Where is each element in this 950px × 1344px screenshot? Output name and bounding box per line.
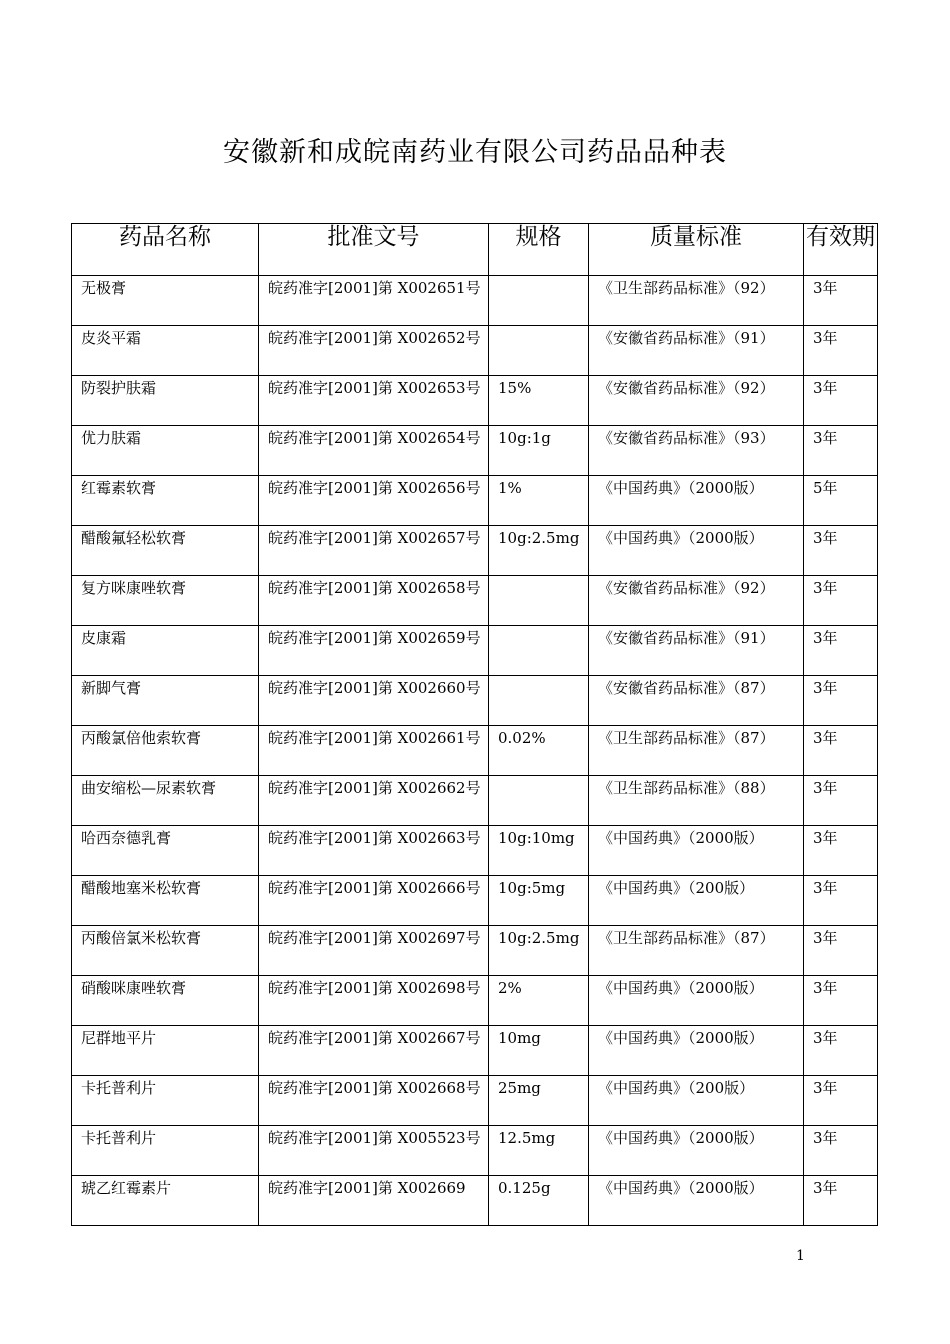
cell-quality-standard: 《中国药典》（2000版）: [589, 1126, 804, 1176]
cell-specification: 10g:5mg: [489, 876, 589, 926]
cell-expiry: 3年: [804, 626, 878, 676]
cell-drug-name: 丙酸氯倍他索软膏: [72, 726, 259, 776]
cell-approval-number: 皖药准字[2001]第 X002656号: [259, 476, 489, 526]
table-row: [72, 676, 878, 726]
cell-specification: [489, 326, 589, 376]
cell-quality-standard: 《安徽省药品标准》（92）: [589, 576, 804, 626]
cell-specification: 12.5mg: [489, 1126, 589, 1176]
table-row: [72, 526, 878, 576]
cell-specification: 10g:10mg: [489, 826, 589, 876]
table-row: [72, 276, 878, 326]
table-row: [72, 1076, 878, 1126]
table-header-row: [72, 224, 878, 276]
page-title: 安徽新和成皖南药业有限公司药品品种表: [223, 137, 727, 168]
table-row: [72, 376, 878, 426]
cell-drug-name: 优力肤霜: [72, 426, 259, 476]
cell-expiry: 3年: [804, 976, 878, 1026]
cell-specification: [489, 776, 589, 826]
cell-drug-name: 复方咪康唑软膏: [72, 576, 259, 626]
cell-specification: 0.02%: [489, 726, 589, 776]
cell-approval-number: 皖药准字[2001]第 X002651号: [259, 276, 489, 326]
cell-quality-standard: 《中国药典》（2000版）: [589, 826, 804, 876]
cell-quality-standard: 《安徽省药品标准》（87）: [589, 676, 804, 726]
cell-expiry: 3年: [804, 926, 878, 976]
cell-expiry: 3年: [804, 726, 878, 776]
table-row: [72, 426, 878, 476]
table-row: [72, 726, 878, 776]
cell-approval-number: 皖药准字[2001]第 X002669: [259, 1176, 489, 1226]
cell-drug-name: 醋酸地塞米松软膏: [72, 876, 259, 926]
cell-drug-name: 醋酸氟轻松软膏: [72, 526, 259, 576]
cell-approval-number: 皖药准字[2001]第 X002668号: [259, 1076, 489, 1126]
cell-specification: [489, 676, 589, 726]
cell-approval-number: 皖药准字[2001]第 X002697号: [259, 926, 489, 976]
table-row: [72, 776, 878, 826]
header-approval-number: 批准文号: [259, 224, 489, 276]
cell-specification: 1%: [489, 476, 589, 526]
cell-drug-name: 曲安缩松—尿素软膏: [72, 776, 259, 826]
cell-quality-standard: 《中国药典》（2000版）: [589, 1176, 804, 1226]
cell-approval-number: 皖药准字[2001]第 X002667号: [259, 1026, 489, 1076]
cell-approval-number: 皖药准字[2001]第 X002654号: [259, 426, 489, 476]
cell-specification: 2%: [489, 976, 589, 1026]
table-row: [72, 1126, 878, 1176]
cell-drug-name: 尼群地平片: [72, 1026, 259, 1076]
cell-quality-standard: 《中国药典》（2000版）: [589, 526, 804, 576]
cell-specification: 25mg: [489, 1076, 589, 1126]
cell-expiry: 5年: [804, 476, 878, 526]
header-specification: 规格: [489, 224, 589, 276]
cell-drug-name: 丙酸倍氯米松软膏: [72, 926, 259, 976]
cell-expiry: 3年: [804, 426, 878, 476]
cell-approval-number: 皖药准字[2001]第 X002662号: [259, 776, 489, 826]
cell-drug-name: 防裂护肤霜: [72, 376, 259, 426]
table-row: [72, 826, 878, 876]
cell-expiry: 3年: [804, 526, 878, 576]
table-row: [72, 576, 878, 626]
cell-expiry: 3年: [804, 776, 878, 826]
cell-specification: 10mg: [489, 1026, 589, 1076]
cell-expiry: 3年: [804, 276, 878, 326]
header-drug-name: 药品名称: [72, 224, 259, 276]
cell-expiry: 3年: [804, 676, 878, 726]
cell-expiry: 3年: [804, 376, 878, 426]
cell-expiry: 3年: [804, 876, 878, 926]
cell-specification: 10g:2.5mg: [489, 926, 589, 976]
cell-quality-standard: 《中国药典》（200版）: [589, 876, 804, 926]
cell-quality-standard: 《卫生部药品标准》（88）: [589, 776, 804, 826]
cell-drug-name: 无极膏: [72, 276, 259, 326]
table-body: [72, 276, 878, 1226]
cell-drug-name: 皮康霜: [72, 626, 259, 676]
header-expiry: 有效期: [804, 224, 878, 276]
cell-quality-standard: 《卫生部药品标准》（92）: [589, 276, 804, 326]
cell-quality-standard: 《卫生部药品标准》（87）: [589, 926, 804, 976]
table-row: [72, 626, 878, 676]
cell-approval-number: 皖药准字[2001]第 X002658号: [259, 576, 489, 626]
cell-expiry: 3年: [804, 826, 878, 876]
table-row: [72, 1176, 878, 1226]
cell-approval-number: 皖药准字[2001]第 X002652号: [259, 326, 489, 376]
cell-quality-standard: 《卫生部药品标准》（87）: [589, 726, 804, 776]
cell-quality-standard: 《中国药典》（2000版）: [589, 476, 804, 526]
cell-quality-standard: 《安徽省药品标准》（92）: [589, 376, 804, 426]
cell-specification: [489, 276, 589, 326]
table-row: [72, 1026, 878, 1076]
cell-quality-standard: 《中国药典》（2000版）: [589, 1026, 804, 1076]
drug-table: [71, 223, 878, 1226]
cell-approval-number: 皖药准字[2001]第 X002660号: [259, 676, 489, 726]
table-row: [72, 926, 878, 976]
cell-specification: 0.125g: [489, 1176, 589, 1226]
cell-quality-standard: 《安徽省药品标准》（91）: [589, 626, 804, 676]
cell-approval-number: 皖药准字[2001]第 X002657号: [259, 526, 489, 576]
table-row: [72, 326, 878, 376]
page-number: 1: [796, 1248, 805, 1264]
table-row: [72, 976, 878, 1026]
cell-approval-number: 皖药准字[2001]第 X002698号: [259, 976, 489, 1026]
cell-drug-name: 卡托普利片: [72, 1126, 259, 1176]
cell-drug-name: 新脚气膏: [72, 676, 259, 726]
cell-specification: [489, 576, 589, 626]
table-row: [72, 876, 878, 926]
cell-approval-number: 皖药准字[2001]第 X005523号: [259, 1126, 489, 1176]
cell-approval-number: 皖药准字[2001]第 X002666号: [259, 876, 489, 926]
cell-drug-name: 琥乙红霉素片: [72, 1176, 259, 1226]
cell-expiry: 3年: [804, 326, 878, 376]
cell-specification: 15%: [489, 376, 589, 426]
header-quality-standard: 质量标准: [589, 224, 804, 276]
cell-approval-number: 皖药准字[2001]第 X002661号: [259, 726, 489, 776]
cell-specification: 10g:1g: [489, 426, 589, 476]
cell-specification: [489, 626, 589, 676]
table-row: [72, 476, 878, 526]
cell-expiry: 3年: [804, 1026, 878, 1076]
cell-drug-name: 卡托普利片: [72, 1076, 259, 1126]
cell-approval-number: 皖药准字[2001]第 X002653号: [259, 376, 489, 426]
cell-expiry: 3年: [804, 1076, 878, 1126]
cell-expiry: 3年: [804, 1126, 878, 1176]
cell-quality-standard: 《安徽省药品标准》（93）: [589, 426, 804, 476]
cell-expiry: 3年: [804, 576, 878, 626]
cell-drug-name: 皮炎平霜: [72, 326, 259, 376]
cell-drug-name: 硝酸咪康唑软膏: [72, 976, 259, 1026]
cell-drug-name: 哈西奈德乳膏: [72, 826, 259, 876]
cell-expiry: 3年: [804, 1176, 878, 1226]
cell-quality-standard: 《中国药典》（2000版）: [589, 976, 804, 1026]
cell-approval-number: 皖药准字[2001]第 X002663号: [259, 826, 489, 876]
cell-approval-number: 皖药准字[2001]第 X002659号: [259, 626, 489, 676]
cell-specification: 10g:2.5mg: [489, 526, 589, 576]
cell-drug-name: 红霉素软膏: [72, 476, 259, 526]
cell-quality-standard: 《中国药典》（200版）: [589, 1076, 804, 1126]
cell-quality-standard: 《安徽省药品标准》（91）: [589, 326, 804, 376]
